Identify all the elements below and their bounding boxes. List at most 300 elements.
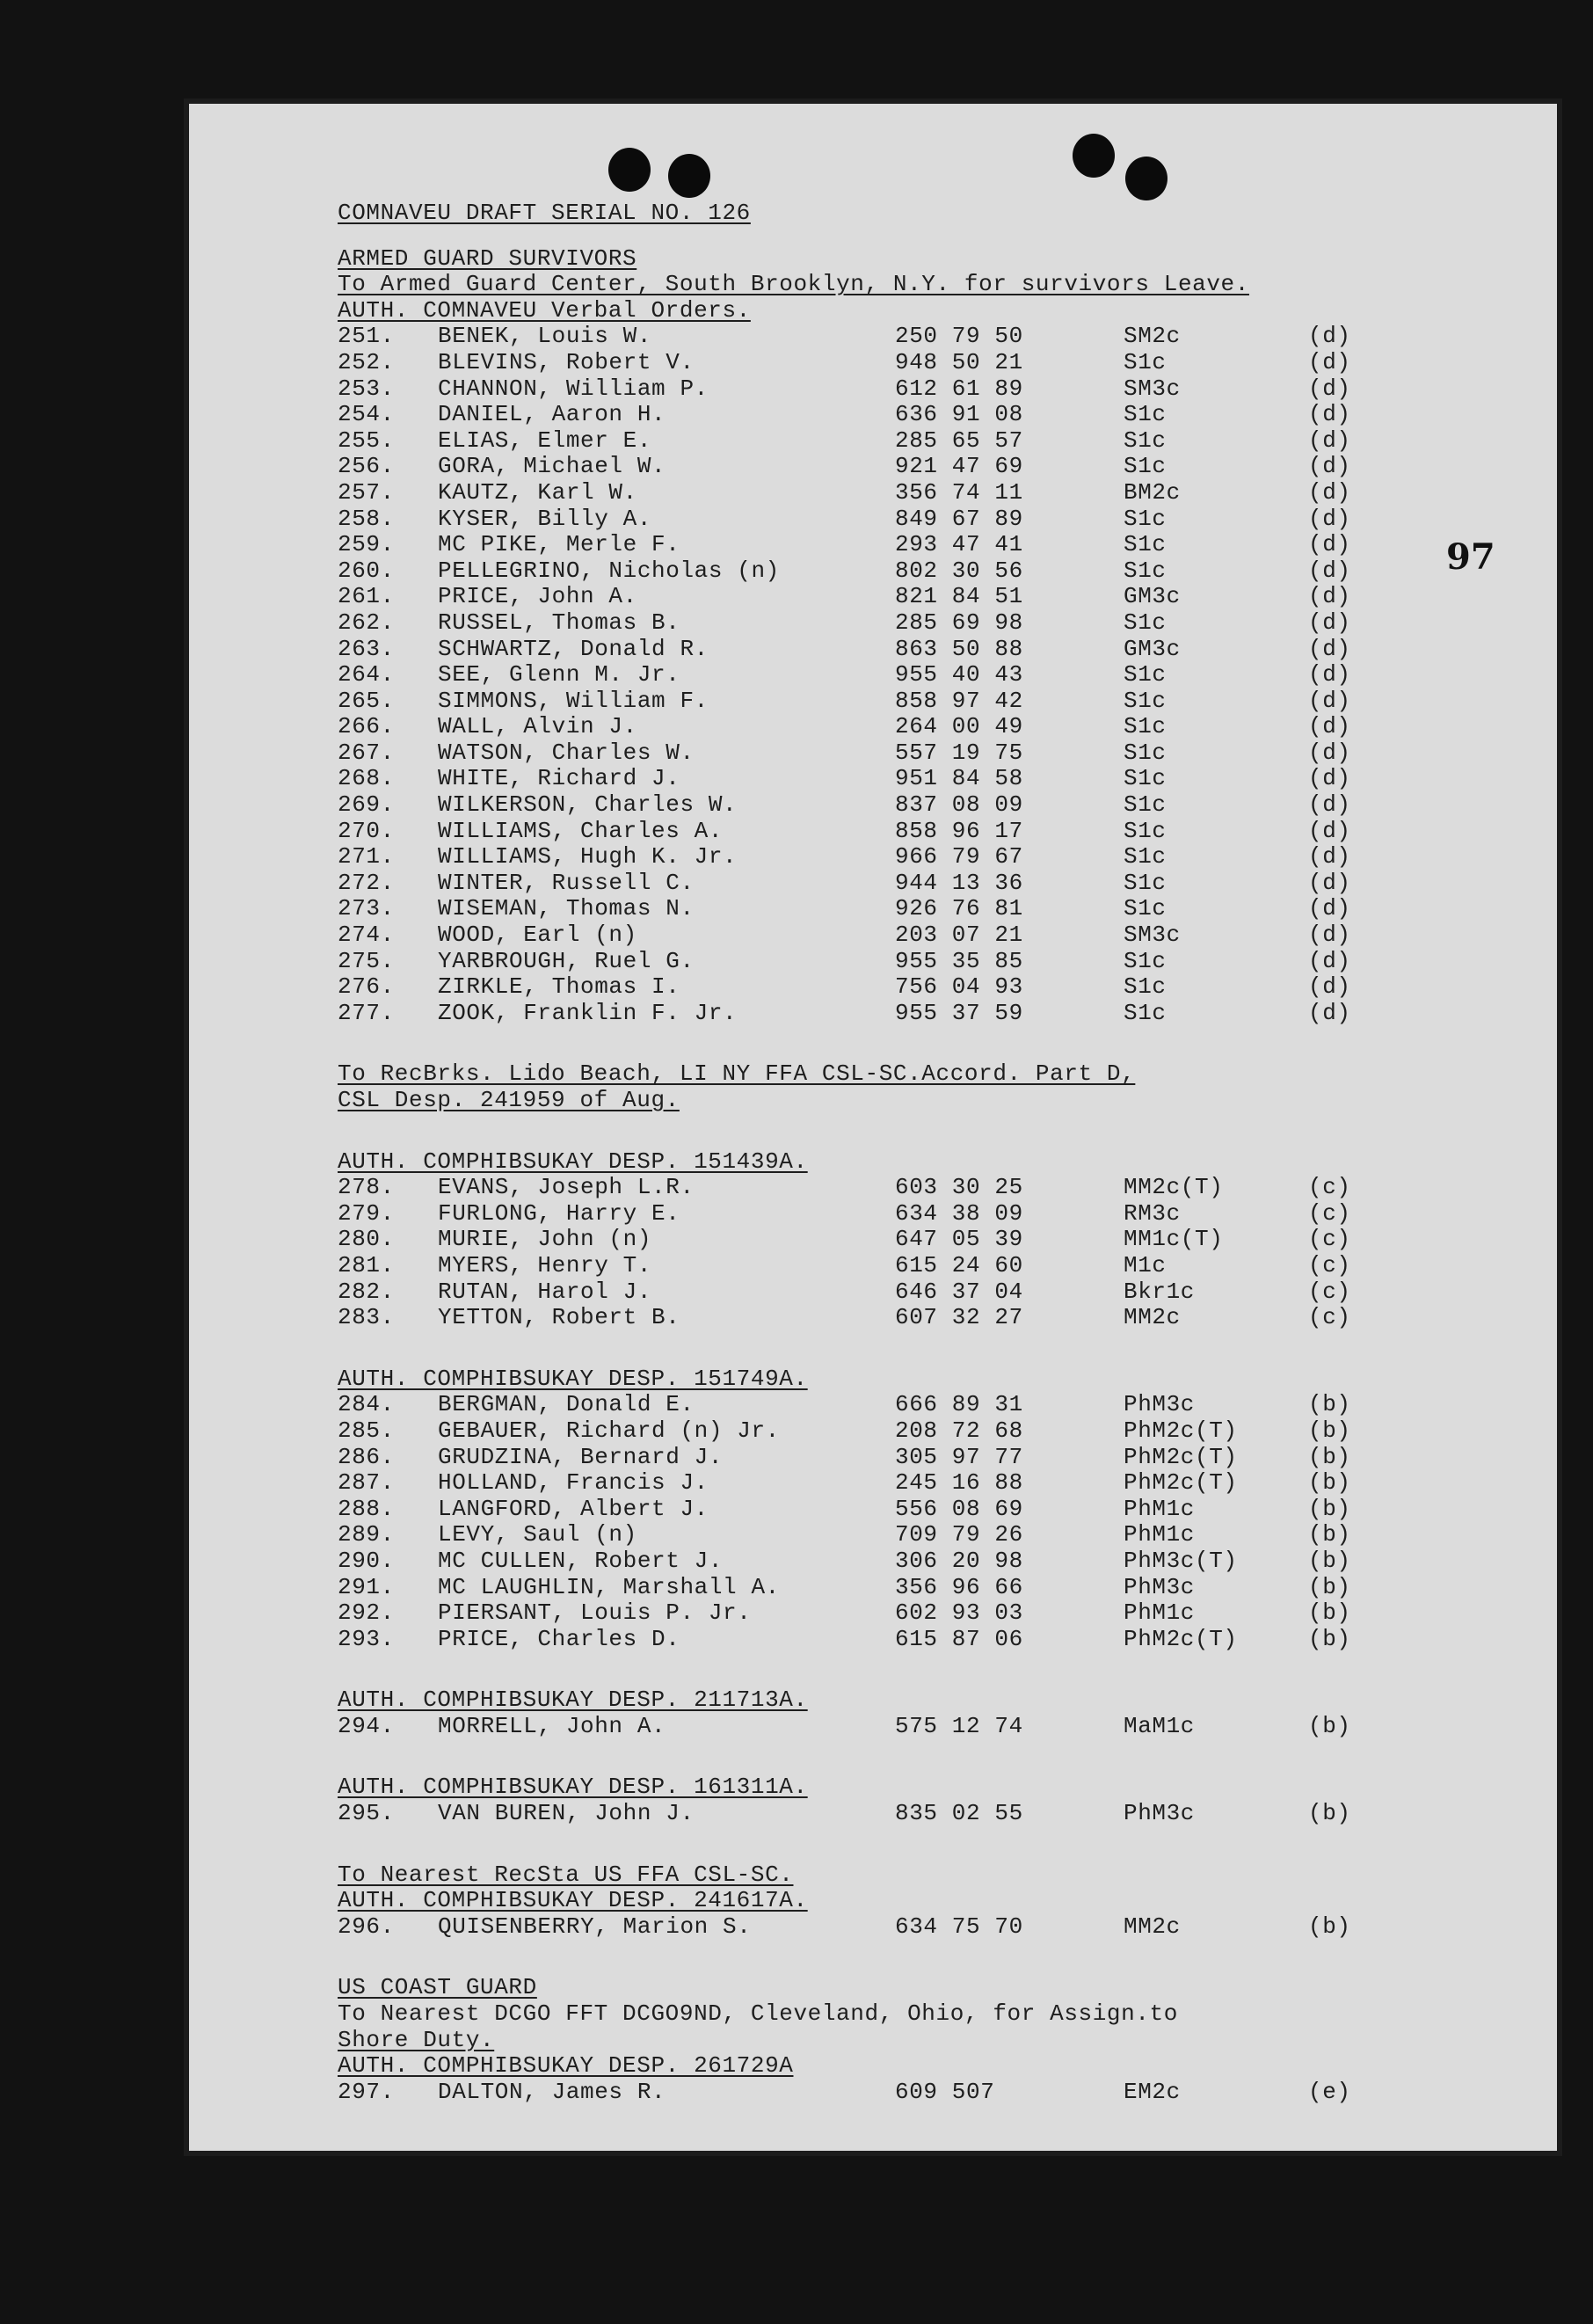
entry-number: 285. bbox=[338, 1417, 395, 1444]
rating: EM2c bbox=[1124, 2078, 1181, 2105]
entry-number: 297. bbox=[338, 2078, 395, 2105]
entry-number: 288. bbox=[338, 1495, 395, 1522]
draft-title: COMNAVEU DRAFT SERIAL NO. 126 bbox=[338, 200, 751, 226]
rating: S1c bbox=[1124, 661, 1167, 688]
service-number: 575 12 74 bbox=[895, 1712, 1023, 1739]
section-heading: To Nearest DCGO FFT DCGO9ND, Cleveland, Ohio, for Assign.to bbox=[338, 2000, 1178, 2028]
code-letter: (d) bbox=[1308, 661, 1351, 688]
entry-number: 274. bbox=[338, 922, 395, 949]
service-number: 602 93 03 bbox=[895, 1599, 1023, 1627]
person-name: MC PIKE, Merle F. bbox=[438, 531, 680, 558]
person-name: GEBAUER, Richard (n) Jr. bbox=[438, 1417, 780, 1444]
person-name: YARBROUGH, Ruel G. bbox=[438, 947, 695, 974]
section-heading: To RecBrks. Lido Beach, LI NY FFA CSL-SC.Accord. Part D, bbox=[338, 1060, 1136, 1088]
entry-number: 269. bbox=[338, 791, 395, 819]
personnel-row bbox=[338, 1001, 1437, 1027]
code-letter: (b) bbox=[1308, 1495, 1351, 1522]
person-name: SEE, Glenn M. Jr. bbox=[438, 661, 680, 688]
code-letter: (d) bbox=[1308, 791, 1351, 819]
person-name: WILLIAMS, Hugh K. Jr. bbox=[438, 843, 738, 871]
entry-number: 263. bbox=[338, 635, 395, 662]
punch-hole bbox=[668, 154, 710, 198]
section-desp-161311a bbox=[338, 1774, 1437, 1826]
rating: GM3c bbox=[1124, 635, 1181, 662]
section-heading: AUTH. COMPHIBSUKAY DESP. 161311A. bbox=[338, 1774, 808, 1801]
person-name: RUTAN, Harol J. bbox=[438, 1278, 652, 1305]
service-number: 858 96 17 bbox=[895, 817, 1023, 844]
personnel-list bbox=[338, 324, 1437, 1026]
code-letter: (b) bbox=[1308, 1625, 1351, 1652]
entry-number: 257. bbox=[338, 478, 395, 506]
service-number: 607 32 27 bbox=[895, 1304, 1023, 1331]
personnel-row bbox=[338, 1418, 1437, 1445]
entry-number: 286. bbox=[338, 1443, 395, 1470]
personnel-row bbox=[338, 792, 1437, 819]
entry-number: 262. bbox=[338, 608, 395, 636]
service-number: 955 40 43 bbox=[895, 661, 1023, 688]
section-heading: To Nearest RecSta US FFA CSL-SC. bbox=[338, 1861, 794, 1888]
section-heading: AUTH. COMPHIBSUKAY DESP. 151749A. bbox=[338, 1365, 808, 1392]
page-number: 97 bbox=[1446, 536, 1495, 578]
service-number: 203 07 21 bbox=[895, 922, 1023, 949]
personnel-row bbox=[338, 376, 1437, 403]
section-nearest-recsta bbox=[338, 1862, 1437, 1941]
entry-number: 273. bbox=[338, 895, 395, 922]
personnel-row bbox=[338, 688, 1437, 715]
section-desp-211713a bbox=[338, 1687, 1437, 1739]
entry-number: 284. bbox=[338, 1391, 395, 1418]
service-number: 837 08 09 bbox=[895, 791, 1023, 819]
entry-number: 266. bbox=[338, 713, 395, 740]
code-letter: (c) bbox=[1308, 1251, 1351, 1279]
service-number: 756 04 93 bbox=[895, 973, 1023, 1001]
rating: S1c bbox=[1124, 973, 1167, 1001]
code-letter: (d) bbox=[1308, 973, 1351, 1001]
section-lido-beach bbox=[338, 1061, 1437, 1113]
rating: PhM2c(T) bbox=[1124, 1417, 1238, 1444]
section-heading: AUTH. COMPHIBSUKAY DESP. 211713A. bbox=[338, 1687, 808, 1714]
person-name: FURLONG, Harry E. bbox=[438, 1199, 680, 1227]
person-name: GORA, Michael W. bbox=[438, 453, 666, 480]
service-number: 306 20 98 bbox=[895, 1547, 1023, 1574]
rating: S1c bbox=[1124, 947, 1167, 974]
service-number: 615 24 60 bbox=[895, 1251, 1023, 1279]
section-heading: AUTH. COMNAVEU Verbal Orders. bbox=[338, 296, 751, 324]
section-heading: To Armed Guard Center, South Brooklyn, N.Y. for survivors Leave. bbox=[338, 271, 1249, 298]
code-letter: (d) bbox=[1308, 765, 1351, 792]
rating: PhM3c bbox=[1124, 1573, 1196, 1600]
service-number: 609 507 bbox=[895, 2078, 995, 2105]
service-number: 615 87 06 bbox=[895, 1625, 1023, 1652]
service-number: 955 35 85 bbox=[895, 947, 1023, 974]
personnel-row bbox=[338, 1470, 1437, 1497]
person-name: MYERS, Henry T. bbox=[438, 1251, 652, 1279]
code-letter: (b) bbox=[1308, 1417, 1351, 1444]
section-coast-guard bbox=[338, 1975, 1437, 2105]
personnel-row bbox=[338, 1575, 1437, 1601]
entry-number: 279. bbox=[338, 1199, 395, 1227]
code-letter: (d) bbox=[1308, 843, 1351, 871]
service-number: 835 02 55 bbox=[895, 1800, 1023, 1827]
code-letter: (d) bbox=[1308, 426, 1351, 454]
rating: MM2c bbox=[1124, 1912, 1181, 1940]
entry-number: 256. bbox=[338, 453, 395, 480]
rating: PhM3c bbox=[1124, 1391, 1196, 1418]
rating: PhM3c bbox=[1124, 1800, 1196, 1827]
service-number: 612 61 89 bbox=[895, 375, 1023, 402]
personnel-row bbox=[338, 1548, 1437, 1575]
code-letter: (c) bbox=[1308, 1226, 1351, 1253]
personnel-row bbox=[338, 1600, 1437, 1627]
personnel-row bbox=[338, 1201, 1437, 1228]
rating: PhM1c bbox=[1124, 1599, 1196, 1627]
code-letter: (b) bbox=[1308, 1443, 1351, 1470]
entry-number: 287. bbox=[338, 1469, 395, 1497]
punch-hole bbox=[1073, 134, 1115, 178]
entry-number: 271. bbox=[338, 843, 395, 871]
code-letter: (d) bbox=[1308, 348, 1351, 375]
code-letter: (d) bbox=[1308, 583, 1351, 610]
entry-number: 272. bbox=[338, 869, 395, 896]
entry-number: 277. bbox=[338, 999, 395, 1026]
person-name: MORRELL, John A. bbox=[438, 1712, 666, 1739]
personnel-row bbox=[338, 871, 1437, 897]
service-number: 821 84 51 bbox=[895, 583, 1023, 610]
code-letter: (d) bbox=[1308, 505, 1351, 532]
code-letter: (c) bbox=[1308, 1199, 1351, 1227]
rating: PhM1c bbox=[1124, 1495, 1196, 1522]
rating: S1c bbox=[1124, 843, 1167, 871]
person-name: RUSSEL, Thomas B. bbox=[438, 608, 680, 636]
service-number: 955 37 59 bbox=[895, 999, 1023, 1026]
rating: MaM1c bbox=[1124, 1712, 1196, 1739]
personnel-row bbox=[338, 637, 1437, 663]
personnel-row bbox=[338, 1305, 1437, 1331]
entry-number: 292. bbox=[338, 1599, 395, 1627]
code-letter: (b) bbox=[1308, 1547, 1351, 1574]
service-number: 208 72 68 bbox=[895, 1417, 1023, 1444]
personnel-list bbox=[338, 1392, 1437, 1652]
entry-number: 281. bbox=[338, 1251, 395, 1279]
entry-number: 255. bbox=[338, 426, 395, 454]
person-name: BLEVINS, Robert V. bbox=[438, 348, 695, 375]
rating: PhM3c(T) bbox=[1124, 1547, 1238, 1574]
person-name: PIERSANT, Louis P. Jr. bbox=[438, 1599, 752, 1627]
personnel-row bbox=[338, 610, 1437, 637]
personnel-row bbox=[338, 1253, 1437, 1279]
code-letter: (d) bbox=[1308, 531, 1351, 558]
person-name: BENEK, Louis W. bbox=[438, 323, 652, 350]
service-number: 634 38 09 bbox=[895, 1199, 1023, 1227]
code-letter: (c) bbox=[1308, 1278, 1351, 1305]
rating: SM3c bbox=[1124, 922, 1181, 949]
code-letter: (b) bbox=[1308, 1521, 1351, 1548]
person-name: ZIRKLE, Thomas I. bbox=[438, 973, 680, 1001]
person-name: DANIEL, Aaron H. bbox=[438, 401, 666, 428]
rating: S1c bbox=[1124, 348, 1167, 375]
entry-number: 294. bbox=[338, 1712, 395, 1739]
rating: S1c bbox=[1124, 426, 1167, 454]
entry-number: 267. bbox=[338, 739, 395, 766]
person-name: VAN BUREN, John J. bbox=[438, 1800, 695, 1827]
entry-number: 261. bbox=[338, 583, 395, 610]
code-letter: (d) bbox=[1308, 739, 1351, 766]
code-letter: (d) bbox=[1308, 947, 1351, 974]
code-letter: (b) bbox=[1308, 1712, 1351, 1739]
code-letter: (d) bbox=[1308, 478, 1351, 506]
service-number: 948 50 21 bbox=[895, 348, 1023, 375]
service-number: 356 96 66 bbox=[895, 1573, 1023, 1600]
section-heading: Shore Duty. bbox=[338, 2026, 495, 2053]
person-name: MURIE, John (n) bbox=[438, 1226, 652, 1253]
service-number: 305 97 77 bbox=[895, 1443, 1023, 1470]
entry-number: 275. bbox=[338, 947, 395, 974]
code-letter: (b) bbox=[1308, 1599, 1351, 1627]
entry-number: 283. bbox=[338, 1304, 395, 1331]
entry-number: 254. bbox=[338, 401, 395, 428]
rating: PhM2c(T) bbox=[1124, 1625, 1238, 1652]
code-letter: (b) bbox=[1308, 1391, 1351, 1418]
service-number: 636 91 08 bbox=[895, 401, 1023, 428]
rating: RM3c bbox=[1124, 1199, 1181, 1227]
entry-number: 258. bbox=[338, 505, 395, 532]
personnel-row bbox=[338, 402, 1437, 428]
service-number: 646 37 04 bbox=[895, 1278, 1023, 1305]
person-name: YETTON, Robert B. bbox=[438, 1304, 680, 1331]
section-heading: AUTH. COMPHIBSUKAY DESP. 261729A bbox=[338, 2052, 794, 2080]
personnel-row bbox=[338, 1175, 1437, 1201]
code-letter: (d) bbox=[1308, 557, 1351, 584]
personnel-list bbox=[338, 1714, 1437, 1740]
personnel-list bbox=[338, 1175, 1437, 1331]
rating: S1c bbox=[1124, 765, 1167, 792]
code-letter: (d) bbox=[1308, 922, 1351, 949]
service-number: 966 79 67 bbox=[895, 843, 1023, 871]
rating: S1c bbox=[1124, 739, 1167, 766]
personnel-list bbox=[338, 1801, 1437, 1827]
entry-number: 253. bbox=[338, 375, 395, 402]
service-number: 647 05 39 bbox=[895, 1226, 1023, 1253]
rating: S1c bbox=[1124, 505, 1167, 532]
service-number: 634 75 70 bbox=[895, 1912, 1023, 1940]
code-letter: (d) bbox=[1308, 608, 1351, 636]
person-name: WALL, Alvin J. bbox=[438, 713, 637, 740]
person-name: PELLEGRINO, Nicholas (n) bbox=[438, 557, 780, 584]
entry-number: 251. bbox=[338, 323, 395, 350]
service-number: 356 74 11 bbox=[895, 478, 1023, 506]
entry-number: 290. bbox=[338, 1547, 395, 1574]
section-desp-151439a bbox=[338, 1149, 1437, 1331]
personnel-row bbox=[338, 1914, 1437, 1941]
code-letter: (d) bbox=[1308, 713, 1351, 740]
personnel-row bbox=[338, 1392, 1437, 1418]
personnel-row bbox=[338, 1227, 1437, 1253]
personnel-row bbox=[338, 740, 1437, 767]
service-number: 951 84 58 bbox=[895, 765, 1023, 792]
code-letter: (d) bbox=[1308, 323, 1351, 350]
code-letter: (d) bbox=[1308, 687, 1351, 714]
rating: S1c bbox=[1124, 791, 1167, 819]
personnel-row bbox=[338, 1627, 1437, 1653]
rating: SM3c bbox=[1124, 375, 1181, 402]
code-letter: (d) bbox=[1308, 375, 1351, 402]
rating: BM2c bbox=[1124, 478, 1181, 506]
rating: S1c bbox=[1124, 869, 1167, 896]
personnel-row bbox=[338, 819, 1437, 845]
code-letter: (c) bbox=[1308, 1174, 1351, 1201]
punch-hole bbox=[1125, 157, 1167, 200]
rating: SM2c bbox=[1124, 323, 1181, 350]
rating: M1c bbox=[1124, 1251, 1167, 1279]
personnel-row bbox=[338, 1445, 1437, 1471]
rating: S1c bbox=[1124, 895, 1167, 922]
service-number: 921 47 69 bbox=[895, 453, 1023, 480]
service-number: 802 30 56 bbox=[895, 557, 1023, 584]
rating: S1c bbox=[1124, 608, 1167, 636]
personnel-row bbox=[338, 662, 1437, 688]
person-name: SCHWARTZ, Donald R. bbox=[438, 635, 709, 662]
rating: PhM1c bbox=[1124, 1521, 1196, 1548]
person-name: LEVY, Saul (n) bbox=[438, 1521, 637, 1548]
person-name: KAUTZ, Karl W. bbox=[438, 478, 637, 506]
entry-number: 270. bbox=[338, 817, 395, 844]
service-number: 250 79 50 bbox=[895, 323, 1023, 350]
section-heading: AUTH. COMPHIBSUKAY DESP. 241617A. bbox=[338, 1887, 808, 1914]
person-name: DALTON, James R. bbox=[438, 2078, 666, 2105]
rating: PhM2c(T) bbox=[1124, 1469, 1238, 1497]
code-letter: (e) bbox=[1308, 2078, 1351, 2105]
code-letter: (b) bbox=[1308, 1912, 1351, 1940]
code-letter: (d) bbox=[1308, 453, 1351, 480]
entry-number: 252. bbox=[338, 348, 395, 375]
entry-number: 282. bbox=[338, 1278, 395, 1305]
service-number: 556 08 69 bbox=[895, 1495, 1023, 1522]
code-letter: (d) bbox=[1308, 895, 1351, 922]
code-letter: (d) bbox=[1308, 999, 1351, 1026]
personnel-row bbox=[338, 532, 1437, 558]
personnel-row bbox=[338, 974, 1437, 1001]
entry-number: 268. bbox=[338, 765, 395, 792]
personnel-row bbox=[338, 454, 1437, 480]
entry-number: 278. bbox=[338, 1174, 395, 1201]
rating: S1c bbox=[1124, 999, 1167, 1026]
entry-number: 296. bbox=[338, 1912, 395, 1940]
entry-number: 289. bbox=[338, 1521, 395, 1548]
rating: MM1c(T) bbox=[1124, 1226, 1224, 1253]
code-letter: (c) bbox=[1308, 1304, 1351, 1331]
rating: S1c bbox=[1124, 401, 1167, 428]
service-number: 557 19 75 bbox=[895, 739, 1023, 766]
entry-number: 295. bbox=[338, 1800, 395, 1827]
entry-number: 260. bbox=[338, 557, 395, 584]
code-letter: (b) bbox=[1308, 1573, 1351, 1600]
rating: MM2c(T) bbox=[1124, 1174, 1224, 1201]
rating: Bkr1c bbox=[1124, 1278, 1196, 1305]
entry-number: 265. bbox=[338, 687, 395, 714]
service-number: 858 97 42 bbox=[895, 687, 1023, 714]
entry-number: 276. bbox=[338, 973, 395, 1001]
person-name: WHITE, Richard J. bbox=[438, 765, 680, 792]
section-heading: US COAST GUARD bbox=[338, 1974, 537, 2001]
person-name: WISEMAN, Thomas N. bbox=[438, 895, 695, 922]
service-number: 849 67 89 bbox=[895, 505, 1023, 532]
code-letter: (d) bbox=[1308, 817, 1351, 844]
rating: S1c bbox=[1124, 557, 1167, 584]
code-letter: (b) bbox=[1308, 1469, 1351, 1497]
service-number: 285 65 57 bbox=[895, 426, 1023, 454]
code-letter: (d) bbox=[1308, 635, 1351, 662]
personnel-list bbox=[338, 2080, 1437, 2106]
punch-hole bbox=[608, 148, 651, 192]
personnel-row bbox=[338, 714, 1437, 740]
service-number: 245 16 88 bbox=[895, 1469, 1023, 1497]
rating: PhM2c(T) bbox=[1124, 1443, 1238, 1470]
service-number: 285 69 98 bbox=[895, 608, 1023, 636]
person-name: MC CULLEN, Robert J. bbox=[438, 1547, 724, 1574]
entry-number: 293. bbox=[338, 1625, 395, 1652]
personnel-row bbox=[338, 766, 1437, 792]
entry-number: 291. bbox=[338, 1573, 395, 1600]
code-letter: (b) bbox=[1308, 1800, 1351, 1827]
person-name: LANGFORD, Albert J. bbox=[438, 1495, 709, 1522]
service-number: 709 79 26 bbox=[895, 1521, 1023, 1548]
person-name: MC LAUGHLIN, Marshall A. bbox=[438, 1573, 780, 1600]
service-number: 293 47 41 bbox=[895, 531, 1023, 558]
rating: GM3c bbox=[1124, 583, 1181, 610]
section-heading: CSL Desp. 241959 of Aug. bbox=[338, 1087, 680, 1113]
personnel-row bbox=[338, 1279, 1437, 1306]
code-letter: (d) bbox=[1308, 869, 1351, 896]
personnel-row bbox=[338, 506, 1437, 533]
rating: S1c bbox=[1124, 817, 1167, 844]
document-body bbox=[338, 200, 1437, 2105]
personnel-row bbox=[338, 324, 1437, 350]
personnel-row bbox=[338, 428, 1437, 455]
rating: MM2c bbox=[1124, 1304, 1181, 1331]
personnel-list bbox=[338, 1914, 1437, 1941]
rating: S1c bbox=[1124, 453, 1167, 480]
personnel-row bbox=[338, 949, 1437, 975]
personnel-row bbox=[338, 922, 1437, 949]
entry-number: 280. bbox=[338, 1226, 395, 1253]
section-heading: ARMED GUARD SURVIVORS bbox=[338, 244, 637, 272]
code-letter: (d) bbox=[1308, 401, 1351, 428]
personnel-row bbox=[338, 2080, 1437, 2106]
person-name: WOOD, Earl (n) bbox=[438, 922, 637, 949]
person-name: QUISENBERRY, Marion S. bbox=[438, 1912, 752, 1940]
personnel-row bbox=[338, 558, 1437, 585]
service-number: 863 50 88 bbox=[895, 635, 1023, 662]
person-name: KYSER, Billy A. bbox=[438, 505, 652, 532]
entry-number: 264. bbox=[338, 661, 395, 688]
person-name: WILKERSON, Charles W. bbox=[438, 791, 738, 819]
person-name: ELIAS, Elmer E. bbox=[438, 426, 652, 454]
entry-number: 259. bbox=[338, 531, 395, 558]
person-name: PRICE, John A. bbox=[438, 583, 637, 610]
rating: S1c bbox=[1124, 687, 1167, 714]
personnel-row bbox=[338, 844, 1437, 871]
personnel-row bbox=[338, 896, 1437, 922]
service-number: 264 00 49 bbox=[895, 713, 1023, 740]
personnel-row bbox=[338, 1801, 1437, 1827]
personnel-row bbox=[338, 584, 1437, 610]
section-armed-guard bbox=[338, 246, 1437, 1027]
person-name: HOLLAND, Francis J. bbox=[438, 1469, 709, 1497]
person-name: GRUDZINA, Bernard J. bbox=[438, 1443, 724, 1470]
person-name: CHANNON, William P. bbox=[438, 375, 709, 402]
person-name: WATSON, Charles W. bbox=[438, 739, 695, 766]
personnel-row bbox=[338, 1522, 1437, 1548]
